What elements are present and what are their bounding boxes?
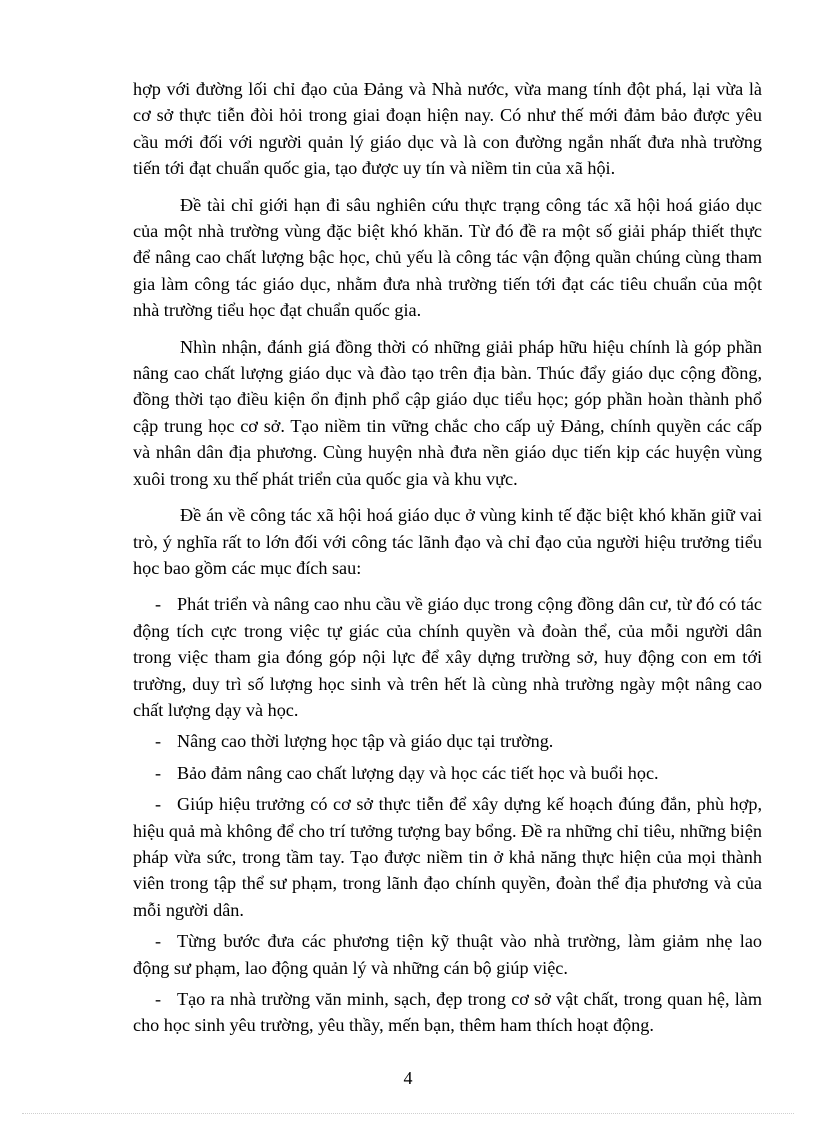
list-item	[133, 760, 762, 786]
list-item	[133, 728, 762, 754]
paragraph: Đề án về công tác xã hội hoá giáo dục ở vùng kinh tế đặc biệt khó khăn giữ vai trò, ý nghĩa rất to lớn đối với công tác lãnh đạo và chỉ đạo của người hiệu trưởng tiểu học bao gồm các mục đích sau:	[133, 505, 762, 578]
list-item	[133, 591, 762, 723]
list-item-text: Từng bước đưa các phương tiện kỹ thuật vào nhà trường, làm giảm nhẹ lao động sư phạm, lao động quản lý và những cán bộ giúp việc.	[133, 931, 762, 978]
list-item-text: Tạo ra nhà trường văn minh, sạch, đẹp trong cơ sở vật chất, trong quan hệ, làm cho học sinh yêu trường, yêu thầy, mến bạn, thêm ham thích hoạt động.	[133, 989, 762, 1036]
paragraph: Nhìn nhận, đánh giá đồng thời có những giải pháp hữu hiệu chính là góp phần nâng cao chất lượng giáo dục và đào tạo trên địa bàn. Thúc đẩy giáo dục cộng đồng, đồng thời tạo điều kiện ổn định phổ cập giáo dục tiểu học; góp phần hoàn thành phổ cập trung học cơ sở. Tạo niềm tin vững chắc cho cấp uỷ Đảng, chính quyền các cấp và nhân dân địa phương. Cùng huyện nhà đưa nền giáo dục tiến kịp các huyện vùng xuôi trong xu thế phát triển của quốc gia và khu vực.	[133, 336, 762, 489]
bullet-marker: -	[155, 731, 162, 752]
list-item-text: Nâng cao thời lượng học tập và giáo dục tại trường.	[177, 731, 554, 752]
bullet-marker: -	[155, 594, 162, 615]
bullet-marker: -	[155, 931, 162, 952]
bullet-marker: -	[155, 989, 162, 1009]
bullet-marker: -	[155, 794, 162, 815]
paragraph: Đề tài chỉ giới hạn đi sâu nghiên cứu thực trạng công tác xã hội hoá giáo dục của một nhà trường vùng đặc biệt khó khăn. Từ đó đề ra một số giải pháp thiết thực để nâng cao chất lượng bậc học, chủ yếu là công tác vận động quần chúng cùng tham gia làm công tác giáo dục, nhằm đưa nhà trường tiến tới đạt các tiêu chuẩn của một nhà trường tiểu học đạt chuẩn quốc gia.	[133, 194, 762, 321]
list-item-text: Bảo đảm nâng cao chất lượng dạy và học các tiết học và buổi học.	[177, 762, 659, 783]
list-item-text: Giúp hiệu trưởng có cơ sở thực tiễn để xây dựng kế hoạch đúng đắn, phù hợp, hiệu quả mà không để cho trí tưởng tượng bay bổng. Đề ra những chỉ tiêu, những biện pháp vừa sức, trong tầm tay. Tạo được niềm tin ở khả năng thực hiện của mọi thành viên trong tập thể sư phạm, trong lãnh đạo chính quyền, đoàn thể địa phương và của mỗi người dân.	[133, 794, 762, 920]
list-item-text: Phát triển và nâng cao nhu cầu về giáo dục trong cộng đồng dân cư, từ đó có tác động tích cực trong việc tự giác của chính quyền và đoàn thể, của mỗi người dân trong việc tham gia đóng góp nội lực để xây dựng trường sở, huy động con em tới trường, duy trì số lượng học sinh và trên hết là cùng nhà trường ngày một nâng cao chất lượng dạy và học.	[133, 594, 762, 720]
list-item	[133, 791, 762, 923]
list-item	[133, 928, 762, 981]
footer-divider	[22, 1113, 794, 1114]
document-body	[133, 76, 762, 1044]
page-number: 4	[403, 1068, 413, 1088]
paragraph: hợp với đường lối chỉ đạo của Đảng và Nhà nước, vừa mang tính đột phá, lại vừa là cơ sở thực tiễn đòi hỏi trong giai đoạn hiện nay. Có như thế mới đảm bảo được yêu cầu mới đối với người quản lý giáo dục và là con đường ngắn nhất đưa nhà trường tiến tới đạt chuẩn quốc gia, tạo được uy tín và niềm tin của xã hội.	[133, 79, 762, 179]
bullet-marker: -	[155, 762, 162, 783]
list-item	[133, 986, 762, 1039]
